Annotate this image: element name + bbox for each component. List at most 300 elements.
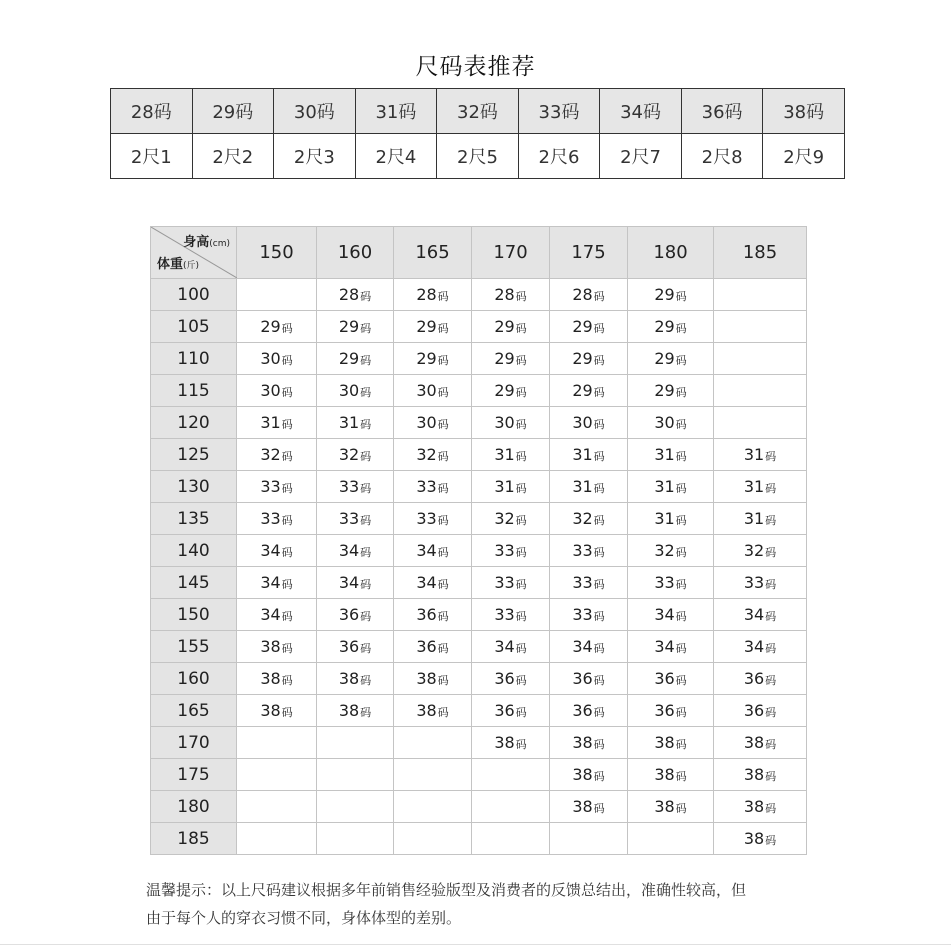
page-title: 尺码表推荐 (415, 54, 536, 80)
size-value: 38 (743, 829, 765, 848)
size-unit: 码 (515, 354, 527, 367)
waist-size-cell: 2尺3 (274, 134, 356, 179)
size-cell (714, 535, 807, 567)
table-row (151, 311, 807, 343)
size-unit: 码 (281, 578, 293, 591)
size-unit: 码 (437, 578, 449, 591)
size-unit: 码 (593, 450, 605, 463)
size-cell (628, 823, 714, 855)
size-unit: 码 (593, 578, 605, 591)
size-code-cell: 28码 (111, 89, 193, 134)
size-cell (550, 695, 628, 727)
size-value: 38 (743, 765, 765, 784)
size-cell (237, 375, 317, 407)
size-cell (472, 567, 550, 599)
size-unit: 码 (593, 674, 605, 687)
size-cell (394, 407, 472, 439)
size-cell (317, 631, 394, 663)
size-value: 33 (338, 477, 360, 496)
size-cell (550, 791, 628, 823)
size-value: 38 (416, 669, 437, 688)
size-value: 30 (338, 381, 360, 400)
size-value: 33 (260, 509, 281, 528)
size-unit: 码 (360, 642, 372, 655)
size-unit: 码 (515, 610, 527, 623)
size-unit: 码 (437, 386, 449, 399)
size-cell (472, 279, 550, 311)
size-unit: 码 (437, 450, 449, 463)
size-cell (628, 311, 714, 343)
size-value: 34 (260, 605, 281, 624)
size-value: 30 (260, 381, 281, 400)
size-cell (714, 279, 807, 311)
size-cell (394, 695, 472, 727)
size-unit: 码 (593, 738, 605, 751)
weight-cell: 170 (151, 727, 237, 759)
size-value: 34 (743, 605, 765, 624)
size-value: 38 (338, 701, 360, 720)
size-unit: 码 (437, 514, 449, 527)
weight-cell: 160 (151, 663, 237, 695)
waist-size-cell: 2尺9 (763, 134, 845, 179)
size-value: 29 (654, 285, 675, 304)
weight-cell: 100 (151, 279, 237, 311)
waist-size-row (111, 134, 845, 179)
size-cell (550, 727, 628, 759)
size-cell (317, 343, 394, 375)
size-cell (317, 503, 394, 535)
size-unit: 码 (281, 450, 293, 463)
size-unit: 码 (437, 642, 449, 655)
size-unit: 码 (515, 290, 527, 303)
size-value: 33 (654, 573, 675, 592)
table-row (151, 695, 807, 727)
size-unit: 码 (593, 354, 605, 367)
size-cell (550, 343, 628, 375)
height-header-cell: 185 (714, 227, 807, 279)
size-unit: 码 (360, 610, 372, 623)
size-unit: 码 (437, 674, 449, 687)
size-unit: 码 (515, 706, 527, 719)
size-code-cell: 36码 (681, 89, 763, 134)
size-cell (628, 375, 714, 407)
size-cell (317, 695, 394, 727)
size-value: 38 (338, 669, 360, 688)
size-unit: 码 (765, 546, 777, 559)
size-cell (714, 343, 807, 375)
size-unit: 码 (593, 418, 605, 431)
size-cell (317, 727, 394, 759)
size-unit: 码 (675, 770, 687, 783)
size-unit: 码 (765, 770, 777, 783)
waist-size-cell: 2尺5 (437, 134, 519, 179)
size-cell (472, 375, 550, 407)
size-value: 36 (494, 701, 515, 720)
table-row (151, 279, 807, 311)
size-cell (472, 535, 550, 567)
waist-size-cell: 2尺4 (355, 134, 437, 179)
size-unit: 码 (515, 514, 527, 527)
size-cell (317, 471, 394, 503)
table-row (151, 823, 807, 855)
size-value: 38 (743, 797, 765, 816)
size-cell (714, 311, 807, 343)
size-cell (237, 535, 317, 567)
size-value: 29 (416, 349, 437, 368)
size-cell (714, 823, 807, 855)
size-unit: 码 (360, 322, 372, 335)
size-value: 30 (654, 413, 675, 432)
size-value: 29 (572, 381, 593, 400)
weight-cell: 125 (151, 439, 237, 471)
size-cell (714, 599, 807, 631)
size-unit: 码 (675, 482, 687, 495)
size-cell (550, 663, 628, 695)
size-value: 33 (416, 477, 437, 496)
size-cell (628, 439, 714, 471)
size-cell (394, 567, 472, 599)
size-value: 31 (654, 509, 675, 528)
size-unit: 码 (765, 802, 777, 815)
size-cell (237, 471, 317, 503)
size-value: 31 (743, 477, 765, 496)
size-value: 29 (260, 317, 281, 336)
size-value: 34 (338, 541, 360, 560)
size-value: 29 (654, 349, 675, 368)
size-unit: 码 (593, 642, 605, 655)
size-value: 30 (494, 413, 515, 432)
size-unit: 码 (515, 738, 527, 751)
size-value: 38 (260, 637, 281, 656)
size-code-cell: 33码 (518, 89, 600, 134)
size-value: 38 (494, 733, 515, 752)
size-unit: 码 (675, 706, 687, 719)
size-value: 29 (494, 349, 515, 368)
size-unit: 码 (360, 706, 372, 719)
table-row (151, 407, 807, 439)
size-code-cell: 38码 (763, 89, 845, 134)
size-cell (317, 535, 394, 567)
size-value: 38 (572, 797, 593, 816)
size-value: 38 (260, 669, 281, 688)
size-cell (628, 663, 714, 695)
size-value: 33 (494, 573, 515, 592)
size-cell (628, 599, 714, 631)
size-cell (714, 759, 807, 791)
size-value: 33 (572, 605, 593, 624)
size-unit: 码 (281, 322, 293, 335)
size-cell (628, 279, 714, 311)
size-unit: 码 (281, 642, 293, 655)
size-value: 31 (260, 413, 281, 432)
size-cell (317, 567, 394, 599)
size-cell (472, 695, 550, 727)
height-header-cell: 180 (628, 227, 714, 279)
size-value: 34 (260, 541, 281, 560)
size-cell (394, 503, 472, 535)
size-cell (317, 311, 394, 343)
size-value: 38 (416, 701, 437, 720)
corner-header-cell (151, 227, 237, 279)
table-row (151, 727, 807, 759)
size-cell (317, 375, 394, 407)
weight-cell: 130 (151, 471, 237, 503)
size-unit: 码 (360, 514, 372, 527)
size-cell (394, 759, 472, 791)
size-value: 36 (494, 669, 515, 688)
weight-cell: 165 (151, 695, 237, 727)
size-unit: 码 (593, 610, 605, 623)
size-cell (237, 311, 317, 343)
size-unit: 码 (515, 322, 527, 335)
size-value: 36 (416, 605, 437, 624)
weight-cell: 175 (151, 759, 237, 791)
size-cell (714, 375, 807, 407)
size-value: 31 (494, 445, 515, 464)
size-cell (472, 663, 550, 695)
size-unit: 码 (675, 546, 687, 559)
size-cell (472, 823, 550, 855)
size-value: 38 (260, 701, 281, 720)
weight-cell: 155 (151, 631, 237, 663)
table-row (151, 375, 807, 407)
height-header-cell: 170 (472, 227, 550, 279)
size-cell (628, 567, 714, 599)
size-value: 31 (743, 445, 765, 464)
size-unit: 码 (675, 738, 687, 751)
size-value: 34 (494, 637, 515, 656)
size-cell (472, 727, 550, 759)
size-code-row (111, 89, 845, 134)
size-unit: 码 (765, 706, 777, 719)
size-unit: 码 (360, 450, 372, 463)
size-cell (237, 791, 317, 823)
size-unit: 码 (281, 386, 293, 399)
size-value: 33 (494, 541, 515, 560)
size-code-cell: 30码 (274, 89, 356, 134)
size-unit: 码 (675, 642, 687, 655)
size-value: 31 (743, 509, 765, 528)
size-value: 36 (572, 701, 593, 720)
size-unit: 码 (515, 578, 527, 591)
size-unit: 码 (765, 642, 777, 655)
size-unit: 码 (593, 322, 605, 335)
height-header-row (151, 227, 807, 279)
size-cell (714, 695, 807, 727)
size-value: 32 (416, 445, 437, 464)
size-unit: 码 (360, 290, 372, 303)
size-cell (394, 375, 472, 407)
size-unit: 码 (675, 802, 687, 815)
size-cell (550, 439, 628, 471)
waist-size-cell: 2尺1 (111, 134, 193, 179)
size-unit: 码 (437, 610, 449, 623)
size-unit: 码 (437, 290, 449, 303)
size-value: 33 (494, 605, 515, 624)
size-cell (550, 375, 628, 407)
size-conversion-table (110, 88, 845, 179)
size-unit: 码 (515, 482, 527, 495)
size-cell (628, 471, 714, 503)
weight-cell: 150 (151, 599, 237, 631)
size-cell (628, 343, 714, 375)
size-unit: 码 (360, 674, 372, 687)
size-cell (472, 631, 550, 663)
size-cell (550, 311, 628, 343)
size-unit: 码 (515, 642, 527, 655)
size-cell (714, 663, 807, 695)
size-value: 38 (654, 797, 675, 816)
size-value: 32 (338, 445, 360, 464)
size-recommendation-table (150, 226, 807, 855)
size-cell (237, 663, 317, 695)
size-unit: 码 (437, 546, 449, 559)
size-value: 33 (260, 477, 281, 496)
size-cell (394, 663, 472, 695)
size-cell (714, 503, 807, 535)
table-row (151, 439, 807, 471)
size-value: 36 (416, 637, 437, 656)
size-unit: 码 (675, 290, 687, 303)
size-cell (472, 471, 550, 503)
size-value: 36 (338, 605, 360, 624)
size-unit: 码 (281, 354, 293, 367)
size-cell (317, 407, 394, 439)
size-unit: 码 (593, 802, 605, 815)
size-unit: 码 (437, 706, 449, 719)
size-cell (317, 663, 394, 695)
size-value: 31 (654, 445, 675, 464)
size-cell (394, 599, 472, 631)
size-cell (237, 343, 317, 375)
tip-note-line: 由于每个人的穿衣习惯不同，身体体型的差别。 (146, 909, 462, 927)
bottom-divider (0, 944, 951, 945)
size-cell (472, 439, 550, 471)
size-cell (237, 439, 317, 471)
size-cell (550, 535, 628, 567)
size-cell (394, 631, 472, 663)
size-unit: 码 (593, 386, 605, 399)
size-cell (237, 567, 317, 599)
size-value: 28 (572, 285, 593, 304)
size-unit: 码 (281, 674, 293, 687)
size-cell (550, 567, 628, 599)
size-unit: 码 (360, 482, 372, 495)
size-cell (472, 791, 550, 823)
size-value: 38 (572, 765, 593, 784)
size-cell (317, 439, 394, 471)
size-unit: 码 (360, 354, 372, 367)
size-unit: 码 (515, 386, 527, 399)
table-row (151, 791, 807, 823)
size-value: 29 (494, 381, 515, 400)
size-unit: 码 (360, 386, 372, 399)
size-cell (714, 727, 807, 759)
size-value: 38 (654, 765, 675, 784)
size-unit: 码 (437, 418, 449, 431)
weight-cell: 145 (151, 567, 237, 599)
size-unit: 码 (765, 834, 777, 847)
height-header-cell: 175 (550, 227, 628, 279)
size-unit: 码 (281, 546, 293, 559)
size-cell (472, 503, 550, 535)
size-value: 38 (654, 733, 675, 752)
size-cell (317, 791, 394, 823)
size-unit: 码 (281, 482, 293, 495)
size-cell (237, 727, 317, 759)
size-value: 34 (338, 573, 360, 592)
size-cell (628, 759, 714, 791)
size-value: 38 (572, 733, 593, 752)
size-unit: 码 (281, 706, 293, 719)
size-value: 28 (416, 285, 437, 304)
size-cell (394, 311, 472, 343)
size-code-cell: 31码 (355, 89, 437, 134)
size-cell (714, 439, 807, 471)
size-value: 34 (654, 637, 675, 656)
size-unit: 码 (765, 578, 777, 591)
size-value: 36 (743, 701, 765, 720)
size-cell (714, 471, 807, 503)
weight-cell: 115 (151, 375, 237, 407)
weight-cell: 105 (151, 311, 237, 343)
size-cell (628, 503, 714, 535)
size-value: 34 (743, 637, 765, 656)
size-value: 31 (572, 477, 593, 496)
size-value: 30 (260, 349, 281, 368)
size-cell (317, 279, 394, 311)
height-header-cell: 165 (394, 227, 472, 279)
size-unit: 码 (765, 514, 777, 527)
size-unit: 码 (675, 674, 687, 687)
size-unit: 码 (437, 482, 449, 495)
size-cell (550, 407, 628, 439)
size-cell (472, 343, 550, 375)
size-value: 30 (572, 413, 593, 432)
table-row (151, 567, 807, 599)
size-cell (394, 823, 472, 855)
size-value: 34 (416, 541, 437, 560)
table-row (151, 471, 807, 503)
size-value: 33 (743, 573, 765, 592)
size-unit: 码 (765, 482, 777, 495)
size-unit: 码 (675, 578, 687, 591)
size-unit: 码 (765, 738, 777, 751)
size-cell (394, 343, 472, 375)
size-cell (394, 471, 472, 503)
size-value: 32 (494, 509, 515, 528)
table-row (151, 631, 807, 663)
size-cell (550, 599, 628, 631)
size-unit: 码 (675, 354, 687, 367)
size-value: 29 (338, 317, 360, 336)
table-row (151, 759, 807, 791)
recommendation-body (151, 279, 807, 855)
size-code-cell: 29码 (192, 89, 274, 134)
size-value: 28 (494, 285, 515, 304)
size-cell (237, 695, 317, 727)
waist-size-cell: 2尺6 (518, 134, 600, 179)
weight-cell: 185 (151, 823, 237, 855)
size-value: 36 (654, 669, 675, 688)
waist-size-cell: 2尺7 (600, 134, 682, 179)
size-value: 33 (572, 541, 593, 560)
size-cell (550, 823, 628, 855)
weight-cell: 180 (151, 791, 237, 823)
size-unit: 码 (675, 322, 687, 335)
size-value: 30 (416, 413, 437, 432)
size-value: 30 (416, 381, 437, 400)
